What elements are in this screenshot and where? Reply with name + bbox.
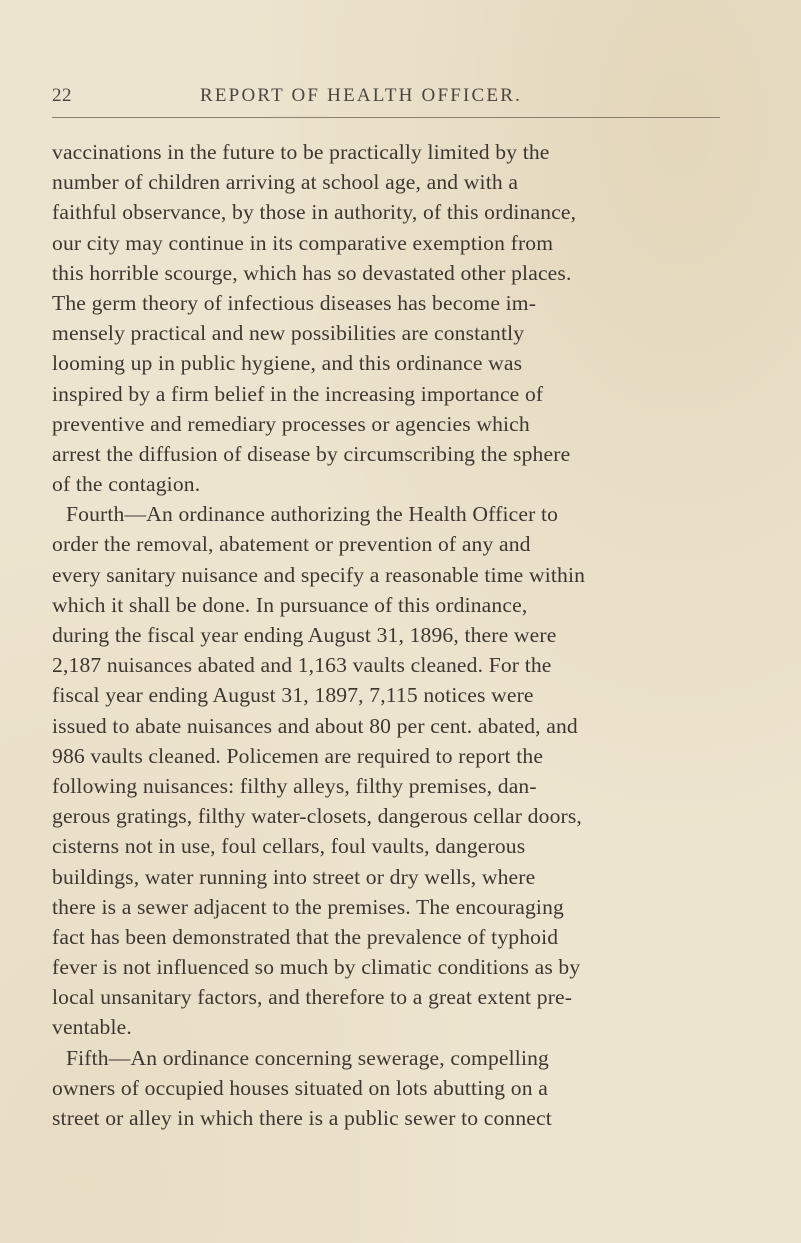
text-line: inspired by a firm belief in the increasing importance of [52, 381, 544, 406]
text-line: this horrible scourge, which has so devastated other places. [52, 260, 572, 285]
text-line: following nuisances: filthy alleys, filthy premises, dan- [52, 773, 537, 798]
text-line: faithful observance, by those in authority, of this ordinance, [52, 200, 577, 225]
text-line: mensely practical and new possibilities are constantly [52, 321, 525, 346]
text-line: fact has been demonstrated that the prevalence of typhoid [52, 924, 559, 949]
text-line: owners of occupied houses situated on lots abutting on a [52, 1075, 548, 1100]
text-line: gerous gratings, filthy water-closets, dangerous cellar doors, [52, 804, 582, 829]
text-line: ventable. [52, 1015, 132, 1040]
text-line: 986 vaults cleaned. Policemen are required to report the [52, 743, 544, 768]
text-line: which it shall be done. In pursuance of this ordinance, [52, 592, 528, 617]
text-line: arrest the diffusion of disease by circumscribing the sphere [52, 441, 571, 466]
text-line: cisterns not in use, foul cellars, foul vaults, dangerous [52, 834, 526, 859]
text-line: of the contagion. [52, 472, 201, 497]
text-line: every sanitary nuisance and specify a reasonable time within [52, 562, 586, 587]
text-line: our city may continue in its comparative exemption from [52, 230, 554, 255]
text-line: The germ theory of infectious diseases has become im- [52, 290, 537, 315]
text-line: order the removal, abatement or prevention of any and [52, 532, 531, 557]
text-line: during the fiscal year ending August 31, 1896, there were [52, 623, 557, 647]
text-line: fiscal year ending August 31, 1897, 7,115 notices were [52, 683, 534, 708]
text-line: fever is not influenced so much by climatic conditions as by [52, 955, 581, 980]
text-line: 2,187 nuisances abated and 1,163 vaults cleaned. For the [52, 653, 552, 678]
running-head: REPORT OF HEALTH OFFICER. [200, 85, 523, 106]
text-line: street or alley in which there is a public sewer to connect [52, 1106, 552, 1130]
text-line: preventive and remediary processes or agencies which [52, 411, 530, 436]
text-line: Fifth—An ordinance concerning sewerage, compelling [66, 1045, 550, 1070]
text-line: number of children arriving at school age, and with a [52, 170, 519, 195]
text-line: local unsanitary factors, and therefore to a great extent pre- [52, 985, 573, 1010]
text-line: Fourth—An ordinance authorizing the Health Officer to [66, 502, 559, 527]
header-rule [52, 117, 720, 118]
text-line: buildings, water running into street or dry wells, where [52, 864, 536, 889]
text-line: issued to abate nuisances and about 80 per cent. abated, and [52, 713, 578, 738]
text-line: vaccinations in the future to be practically limited by the [52, 140, 550, 164]
page-header [52, 85, 720, 115]
text-line: there is a sewer adjacent to the premises. The encouraging [52, 894, 564, 919]
body-text [52, 137, 742, 1133]
page-number: 22 [52, 85, 72, 106]
text-line: looming up in public hygiene, and this ordinance was [52, 351, 523, 376]
